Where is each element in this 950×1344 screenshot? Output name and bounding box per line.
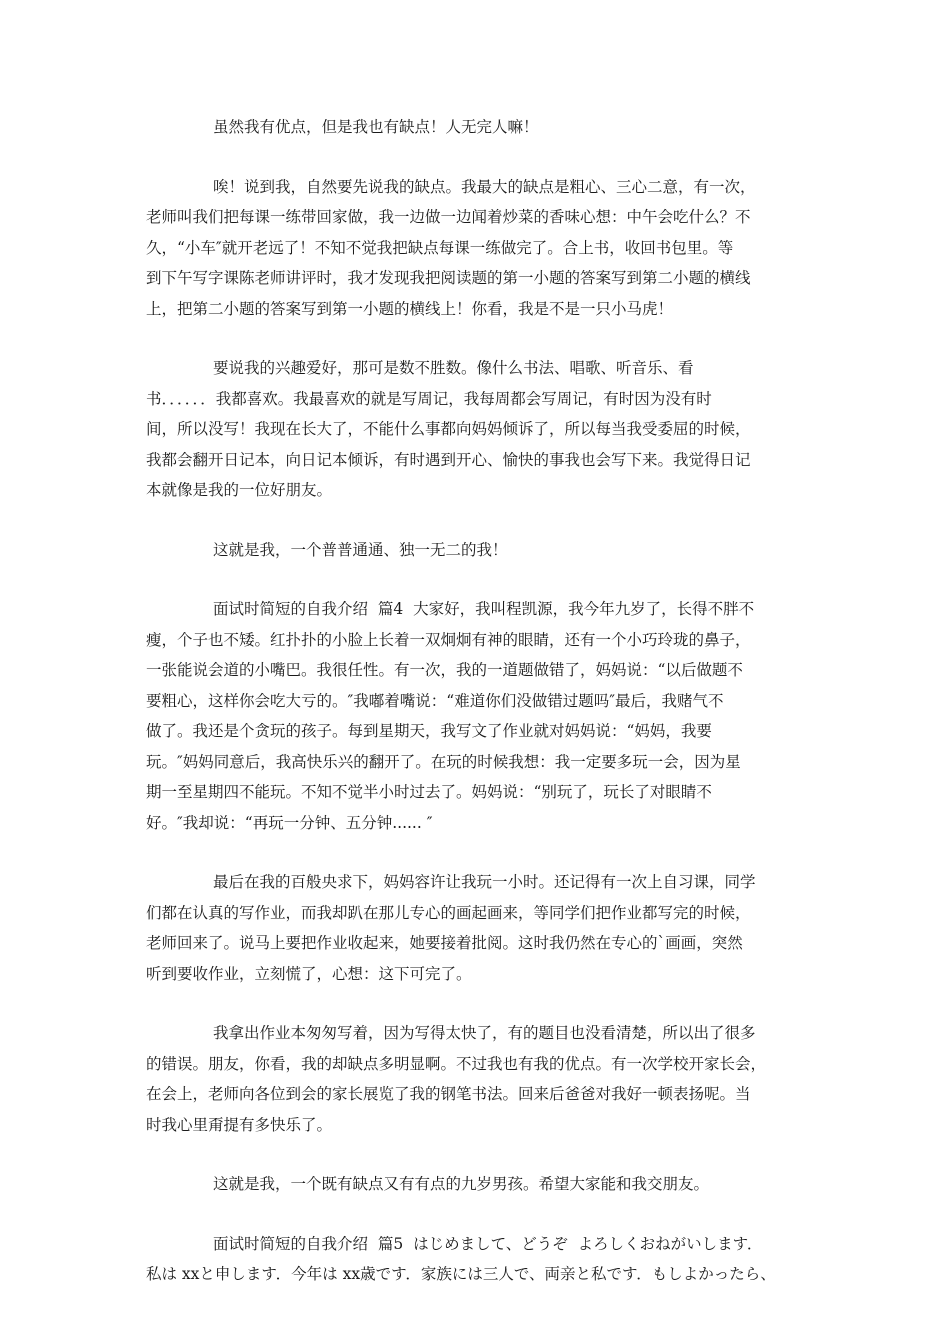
paragraph-1: [146, 112, 808, 143]
text-line: 面试时简短的自我介绍 篇4 大家好，我叫程凯源，我今年九岁了，长得不胖不: [213, 600, 755, 618]
text-line: 在会上，老师向各位到会的家长展览了我的钢笔书法。回来后爸爸对我好一顿表扬呢。当: [146, 1085, 751, 1103]
text-line: 时我心里甭提有多快乐了。: [146, 1115, 333, 1134]
document-page: [146, 112, 808, 1319]
paragraph-6: [146, 867, 808, 989]
text-line: 老师叫我们把每课一练带回家做，我一边做一边闻着炒菜的香味心想：中午会吃什么？不: [146, 208, 751, 226]
text-line: 本就像是我的一位好朋友。: [146, 481, 333, 499]
text-line: 这就是我，一个既有缺点又有有点的九岁男孩。希望大家能和我交朋友。: [213, 1175, 710, 1193]
text-line: 的错误。朋友，你看，我的却缺点多明显啊。不过我也有我的优点。有一次学校开家长会，: [146, 1054, 767, 1073]
text-line: 要粗心，这样你会吃大亏的。″我嘟着嘴说：“难道你们没做错过题吗″最后，我赌气不: [146, 691, 724, 710]
text-line: 唉！说到我，自然要先说我的缺点。我最大的缺点是粗心、三心二意，有一次，: [213, 177, 756, 196]
paragraph-8: [146, 1169, 808, 1200]
paragraph-4: [146, 535, 808, 566]
text-line: 要说我的兴趣爱好，那可是数不胜数。像什么书法、唱歌、听音乐、看: [213, 359, 694, 377]
text-line: 到下午写字课陈老师讲评时，我才发现我把阅读题的第一小题的答案写到第二小题的横线: [146, 269, 751, 287]
text-line: 期一至星期四不能玩。不知不觉半小时过去了。妈妈说：“别玩了，玩长了对眼睛不: [146, 783, 712, 801]
text-line: 们都在认真的写作业，而我却趴在那儿专心的画起画来，等同学们把作业都写完的时候，: [146, 903, 751, 922]
paragraph-9: [146, 1229, 808, 1290]
text-line: 我拿出作业本匆匆写着，因为写得太快了，有的题目也没看清楚，所以出了很多: [213, 1024, 756, 1042]
paragraph-2: [146, 172, 808, 325]
text-line: 久，“小车″就开老远了！不知不觉我把缺点每课一练做完了。合上书，收回书包里。等: [146, 238, 734, 257]
text-line: 上，把第二小题的答案写到第一小题的横线上！你看，我是不是一只小马虎！: [146, 299, 674, 318]
text-line: 书．．．．．．我都喜欢。我最喜欢的就是写周记，我每周都会写周记，有时因为没有时: [146, 389, 712, 408]
text-line: 虽然我有优点，但是我也有缺点！人无完人嘛！: [213, 118, 539, 136]
text-line: 玩。″妈妈同意后，我高快乐兴的翻开了。在玩的时候我想：我一定要多玩一会，因为星: [146, 752, 741, 771]
paragraph-3: [146, 353, 808, 506]
text-line: 间，所以没写！我现在长大了，不能什么事都向妈妈倾诉了，所以每当我受委屈的时候，: [146, 420, 751, 438]
text-line: 做了。我还是个贪玩的孩子。每到星期天，我写文了作业就对妈妈说：“妈妈，我要: [146, 722, 712, 740]
text-line: 听到要收作业，立刻慌了，心想：这下可完了。: [146, 964, 472, 983]
text-line: 我都会翻开日记本，向日记本倾诉，有时遇到开心、愉快的事我也会写下来。我觉得日记: [146, 450, 751, 469]
text-line: 老师回来了。说马上要把作业收起来，她要接着批阅。这时我仍然在专心的`画画，突然: [146, 934, 743, 952]
text-line: 好。″我却说：“再玩一分钟、五分钟...... ″: [146, 813, 433, 832]
text-line: 私は xxと申します．今年は xx歳です．家族には三人で、両亲と私です．もしよかったら、: [146, 1265, 776, 1283]
text-line: 一张能说会道的小嘴巴。我很任性。有一次，我的一道题做错了，妈妈说：“以后做题不: [146, 661, 743, 679]
text-line: 这就是我，一个普普通通、独一无二的我！: [213, 540, 508, 559]
text-line: 面试时简短的自我介绍 篇5 はじめまして、どうぞ よろしくおねがいします．: [213, 1234, 763, 1253]
text-line: 最后在我的百般央求下，妈妈容许让我玩一小时。还记得有一次上自习课，同学: [213, 873, 756, 891]
paragraph-5: [146, 594, 808, 838]
text-line: 瘦，个子也不矮。红扑扑的小脸上长着一双炯炯有神的眼睛，还有一个小巧玲珑的鼻子，: [146, 630, 751, 649]
paragraph-7: [146, 1018, 808, 1140]
